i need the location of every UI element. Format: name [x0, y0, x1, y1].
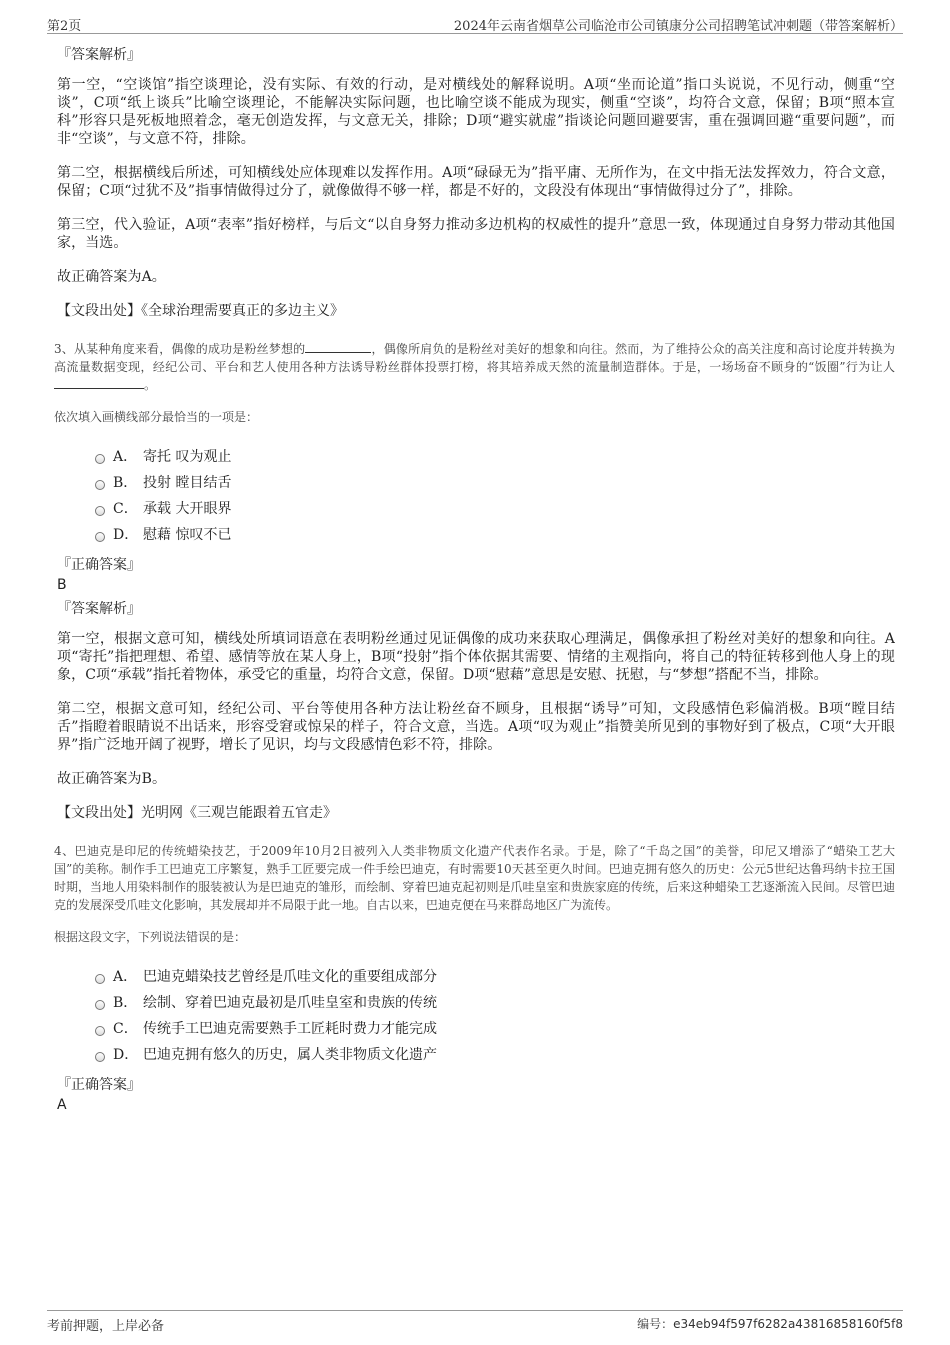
q4-prompt: 根据这段文字，下列说法错误的是：: [54, 930, 247, 944]
q3-stem-part: 3、从某种角度来看，偶像的成功是粉丝梦想的: [54, 342, 306, 356]
q3-option-b[interactable]: [95, 470, 895, 496]
page-header: [47, 13, 903, 34]
radio-icon[interactable]: [95, 1026, 105, 1036]
option-letter: C．: [113, 501, 138, 517]
q4-answer-label: 『正确答案』: [57, 1077, 141, 1093]
option-text: 投射 瞠目结舌: [143, 475, 232, 491]
q3-stem-part: ，偶像所肩负的是粉丝对美好的想象和向往。然而，为了维持公众的高关注度和高讨论度并转换为高流量数据变现，经纪公司、平台和艺人使用各种方法诱导粉丝群体投票打榜，将其培养成天然的流量制造群体。于是，一场场奋不顾身的“饭圈”行为让人: [54, 342, 895, 374]
radio-icon[interactable]: [95, 506, 105, 516]
q3-stem: [54, 340, 895, 394]
option-text: 承载 大开眼界: [143, 501, 232, 517]
q3-options: [95, 444, 895, 548]
q4-answer: A: [57, 1097, 67, 1113]
q3-analysis-label: 『答案解析』: [57, 601, 141, 617]
option-text: 巴迪克蜡染技艺曾经是爪哇文化的重要组成部分: [143, 969, 437, 985]
q2-analysis-paragraph: 第一空，“空谈馆”指空谈理论，没有实际、有效的行动，是对横线处的解释说明。A项“坐而论道”指口头说说，不见行动，侧重“空谈”，C项“纸上谈兵”比喻空谈理论，不能解决实际问题，也比喻空谈不能成为现实，侧重“空谈”，均符合文意，保留；B项“照本宣科”形容只是死板地照着念，毫无创造发挥，与文意无关，排除；D项“避实就虚”指谈论问题回避要害，重在强调回避“重要问题”，而非“空谈”，与文意不符，排除。: [57, 77, 895, 147]
q3-source: 【文段出处】光明网《三观岂能跟着五官走》: [57, 805, 337, 821]
radio-icon[interactable]: [95, 1052, 105, 1062]
q3-stem-part: 。: [144, 378, 157, 392]
option-letter: D．: [113, 527, 139, 543]
q2-analysis-paragraph: 第二空，根据横线后所述，可知横线处应体现难以发挥作用。A项“碌碌无为”指平庸、无所作为，在文中指无法发挥效力，符合文意，保留；C项“过犹不及”指事情做得过分了，就像做得不够一样，都是不好的，文段没有体现出“事情做得过分了”，排除。: [57, 165, 895, 199]
q3-answer-label: 『正确答案』: [57, 557, 141, 573]
q3-analysis-paragraph: 第二空，根据文意可知，经纪公司、平台等使用各种方法让粉丝奋不顾身，且根据“诱导”可知，文段感情色彩偏消极。B项“瞠目结舌”指瞪着眼睛说不出话来，形容受窘或惊呆的样子，符合文意，当选。A项“叹为观止”指赞美所见到的事物好到了极点，C项“大开眼界”指广泛地开阔了视野，增长了见识，均与文段感情色彩不符，排除。: [57, 701, 895, 753]
option-letter: C．: [113, 1021, 138, 1037]
option-letter: D．: [113, 1047, 139, 1063]
q4-option-b[interactable]: [95, 990, 895, 1016]
option-text: 传统手工巴迪克需要熟手工匠耗时费力才能完成: [143, 1021, 437, 1037]
page-footer: [47, 1310, 903, 1335]
option-letter: B．: [113, 475, 138, 491]
fill-blank: [305, 340, 371, 353]
document-body: [54, 44, 895, 1118]
radio-icon[interactable]: [95, 480, 105, 490]
q2-conclusion: 故正确答案为A。: [57, 269, 166, 285]
q2-analysis-paragraph: 第三空，代入验证，A项“表率”指好榜样，与后文“以自身努力推动多边机构的权威性的提升”意思一致，体现通过自身努力带动其他国家，当选。: [57, 217, 895, 251]
document-title: 2024年云南省烟草公司临沧市公司镇康分公司招聘笔试冲刺题（带答案解析）: [453, 19, 903, 34]
fill-blank: [54, 376, 144, 389]
footer-slogan: 考前押题，上岸必备: [47, 1319, 165, 1334]
serial-number: [637, 1315, 903, 1332]
radio-icon[interactable]: [95, 532, 105, 542]
option-text: 慰藉 惊叹不已: [143, 527, 232, 543]
q3-option-d[interactable]: [95, 522, 895, 548]
option-letter: B．: [113, 995, 138, 1011]
q2-analysis-label: 『答案解析』: [57, 47, 141, 63]
q4-stem: 4、巴迪克是印尼的传统蜡染技艺，于2009年10月2日被列入人类非物质文化遗产代表作名录。于是，除了“千岛之国”的美誉，印尼又增添了“蜡染工艺大国”的美称。制作手工巴迪克工序繁复，熟手工匠要完成一件手绘巴迪克，有时需要10天甚至更久时间。巴迪克拥有悠久的历史：公元5世纪达鲁玛纳卡拉王国时期，当地人用染料制作的服装被认为是巴迪克的雏形，而绘制、穿着巴迪克起初则是爪哇皇室和贵族家庭的传统，后来这种蜡染工艺逐渐流入民间。尽管巴迪克的发展深受爪哇文化影响，其发展却并不局限于此一地。自古以来，巴迪克便在马来群岛地区广为流传。: [54, 844, 895, 912]
q3-prompt: 依次填入画横线部分最恰当的一项是：: [54, 410, 259, 424]
q4-option-c[interactable]: [95, 1016, 895, 1042]
q3-option-c[interactable]: [95, 496, 895, 522]
option-letter: A．: [113, 969, 138, 985]
serial-value: e34eb94f597f6282a43816858160f5f8: [673, 1317, 903, 1331]
option-text: 巴迪克拥有悠久的历史，属人类非物质文化遗产: [143, 1047, 437, 1063]
q3-analysis-paragraph: 第一空，根据文意可知，横线处所填词语意在表明粉丝通过见证偶像的成功来获取心理满足，偶像承担了粉丝对美好的想象和向往。A项“寄托”指把理想、希望、感情等放在某人身上，B项“投射”指个体依据其需要、情绪的主观指向，将自己的特征转移到他人身上的现象，C项“承载”指托着物体，承受它的重量，均符合文意，保留。D项“慰藉”意思是安慰、抚慰，与“梦想”搭配不当，排除。: [57, 631, 895, 683]
radio-icon[interactable]: [95, 974, 105, 984]
q4-option-d[interactable]: [95, 1042, 895, 1068]
serial-label: 编号：: [637, 1317, 674, 1331]
q2-source: 【文段出处】《全球治理需要真正的多边主义》: [57, 303, 344, 319]
q4-options: [95, 964, 895, 1068]
q4-option-a[interactable]: [95, 964, 895, 990]
option-text: 寄托 叹为观止: [143, 449, 232, 465]
option-text: 绘制、穿着巴迪克最初是爪哇皇室和贵族的传统: [143, 995, 437, 1011]
q3-option-a[interactable]: [95, 444, 895, 470]
page-number: 第2页: [47, 19, 82, 34]
q3-answer: B: [57, 577, 67, 593]
q3-conclusion: 故正确答案为B。: [57, 771, 167, 787]
radio-icon[interactable]: [95, 1000, 105, 1010]
option-letter: A．: [113, 449, 138, 465]
radio-icon[interactable]: [95, 454, 105, 464]
